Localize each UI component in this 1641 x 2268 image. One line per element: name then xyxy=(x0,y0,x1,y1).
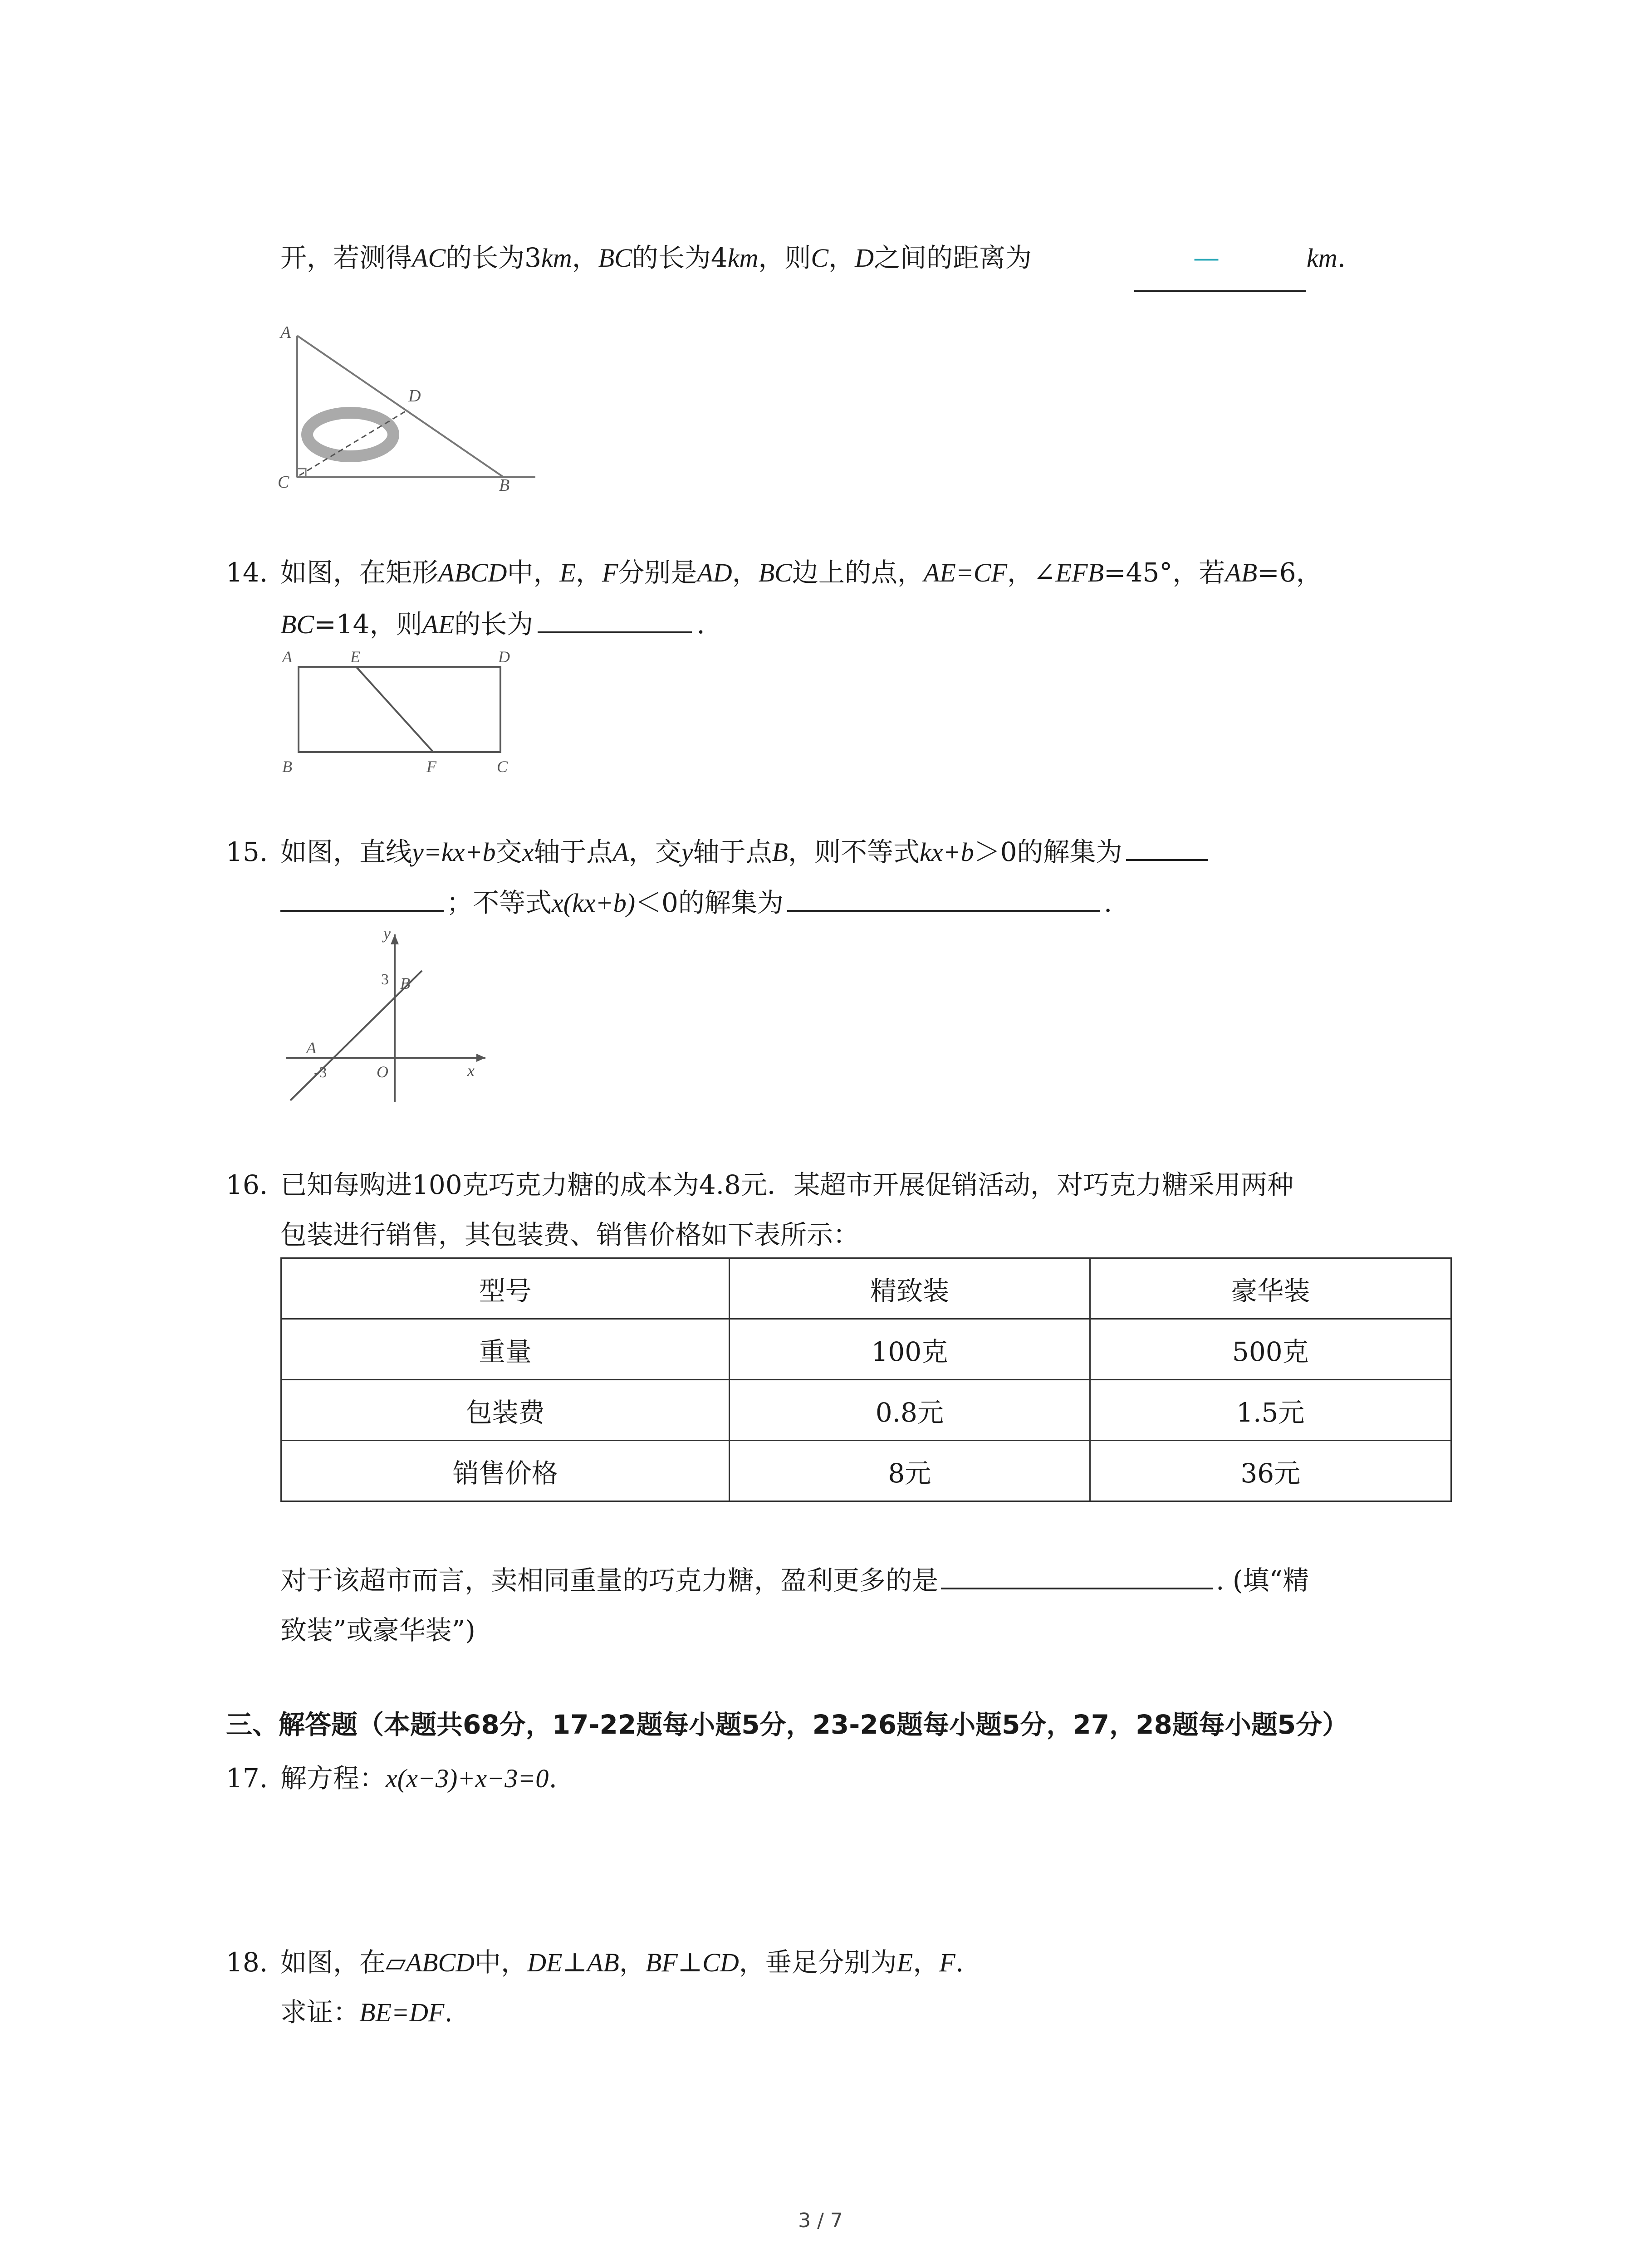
question-number: 18. xyxy=(226,1947,268,1978)
table-cell: 500克 xyxy=(1090,1319,1451,1380)
table-header-row xyxy=(281,1258,1451,1319)
lake-blob xyxy=(307,413,393,456)
label-C: C xyxy=(497,758,508,776)
label-D: D xyxy=(498,648,510,666)
text: 的长为4 xyxy=(632,242,728,273)
text: 解方程： xyxy=(280,1763,386,1794)
text: 中， xyxy=(475,1947,528,1978)
expr-BF-perp-CD: BF⊥CD xyxy=(645,1948,739,1977)
text: ，∠ xyxy=(1007,557,1056,588)
text: . xyxy=(1337,242,1346,273)
q15-answer-blank-1b[interactable] xyxy=(280,885,444,912)
label-A: A xyxy=(280,323,291,342)
text: 轴于点 xyxy=(693,836,772,867)
label-y: y xyxy=(383,924,391,943)
label-A: A xyxy=(306,1039,316,1057)
q13-dash xyxy=(1193,240,1220,276)
var-F: F xyxy=(602,558,618,587)
expr-goal: BE=DF xyxy=(359,1998,445,2027)
q16-answer-blank[interactable] xyxy=(941,1562,1213,1589)
text: 如图，在矩形 xyxy=(280,557,439,588)
question-number: 15. xyxy=(226,836,268,867)
q16-after-line1 xyxy=(280,1562,1309,1598)
var-ABCD: ABCD xyxy=(438,558,507,587)
text: 的长为 xyxy=(454,609,534,640)
text: 开，若测得 xyxy=(280,242,412,273)
segment-EF xyxy=(356,667,433,752)
page-number: 3 / 7 xyxy=(798,2209,843,2232)
text: ， xyxy=(732,557,759,588)
table-row xyxy=(281,1441,1451,1501)
text: ， xyxy=(828,242,855,273)
text: ，垂足分别为 xyxy=(739,1947,897,1978)
text: 包装进行销售，其包装费、销售价格如下表所示： xyxy=(280,1219,860,1250)
table-row xyxy=(281,1319,1451,1380)
var-E: E xyxy=(559,558,576,587)
table-cell: 1.5元 xyxy=(1090,1380,1451,1441)
table-cell: 包装费 xyxy=(281,1380,730,1441)
expr-equation: x(x−3)+x−3=0 xyxy=(386,1764,549,1793)
text: . xyxy=(549,1763,557,1794)
text: ， xyxy=(619,1947,646,1978)
q18-line2 xyxy=(280,1994,453,2031)
q15-answer-blank-1a[interactable] xyxy=(1126,834,1208,861)
var-B: B xyxy=(772,837,788,867)
text: 的长为3 xyxy=(446,242,542,273)
question-number: 17. xyxy=(226,1763,268,1794)
expr-DE-perp-AB: DE⊥AB xyxy=(527,1948,619,1977)
q17-line xyxy=(226,1760,557,1797)
right-angle-mark xyxy=(297,469,306,477)
table-cell: 销售价格 xyxy=(281,1441,730,1501)
expr-ineq1: kx+b xyxy=(919,837,974,867)
y-axis-arrow-icon xyxy=(391,934,399,944)
table-cell: 重量 xyxy=(281,1319,730,1380)
text: 对于该超市而言，卖相同重量的巧克力糖，盈利更多的是 xyxy=(280,1565,939,1596)
q16-after-line2 xyxy=(280,1612,475,1648)
text: ， xyxy=(575,557,602,588)
label-neg3: -3 xyxy=(314,1064,327,1081)
unit-km: km xyxy=(1307,243,1337,273)
table-cell: 36元 xyxy=(1090,1441,1451,1501)
var-ABCD: ABCD xyxy=(406,1948,475,1977)
q16-line1 xyxy=(226,1167,1293,1203)
text: 交 xyxy=(495,836,522,867)
table-cell: 豪华装 xyxy=(1090,1258,1451,1319)
var-D: D xyxy=(855,243,874,273)
table-cell: 100克 xyxy=(730,1319,1090,1380)
var-E: E xyxy=(896,1948,913,1977)
q15-answer-blank-2[interactable] xyxy=(787,885,1100,912)
text: . xyxy=(444,1997,453,2028)
text: ，则不等式 xyxy=(788,836,920,867)
q13-unit xyxy=(1307,240,1346,276)
unit-km: km xyxy=(541,243,572,273)
text: ， xyxy=(913,1947,940,1978)
question-number: 14. xyxy=(226,557,268,588)
var-A: A xyxy=(612,837,629,867)
label-B: B xyxy=(400,974,410,992)
label-A: A xyxy=(282,648,292,666)
text: . xyxy=(955,1947,964,1978)
q13-line xyxy=(280,240,1032,276)
var-C: C xyxy=(811,243,829,273)
q14-answer-blank[interactable] xyxy=(538,606,692,633)
expr-AE-CF: AE=CF xyxy=(923,558,1007,587)
expr-line: y=kx+b xyxy=(412,837,496,867)
text: 求证： xyxy=(280,1997,360,2028)
q15-line2 xyxy=(280,885,1112,921)
answer-dash: — xyxy=(1193,242,1220,273)
var-AD: AD xyxy=(697,558,732,587)
q13-answer-blank[interactable] xyxy=(1134,290,1306,292)
text: 如图，在▱ xyxy=(280,1947,406,1978)
q14-line2 xyxy=(280,606,705,643)
figure-q14 xyxy=(272,644,526,780)
text: 如图，直线 xyxy=(280,836,412,867)
text: ；不等式 xyxy=(446,887,552,918)
package-table xyxy=(280,1257,1452,1502)
text: 中， xyxy=(507,557,560,588)
q18-line1 xyxy=(226,1944,964,1981)
label-x: x xyxy=(467,1061,475,1080)
text: ＜0的解集为 xyxy=(635,887,784,918)
text: ，则 xyxy=(758,242,811,273)
label-B: B xyxy=(282,758,292,776)
text: =14，则 xyxy=(314,609,422,640)
label-B: B xyxy=(499,476,510,495)
q16-line2 xyxy=(280,1217,859,1253)
label-3: 3 xyxy=(381,971,389,988)
text: 轴于点 xyxy=(534,836,613,867)
var-EFB: EFB xyxy=(1055,558,1104,587)
figure-q15 xyxy=(272,921,508,1111)
var-BC: BC xyxy=(598,243,632,273)
rectangle-ABCD xyxy=(299,667,500,752)
table-row xyxy=(281,1380,1451,1441)
label-O: O xyxy=(377,1063,388,1081)
text: 分别是 xyxy=(618,557,697,588)
var-AE: AE xyxy=(422,610,455,639)
text: ，交 xyxy=(628,836,681,867)
x-axis-arrow-icon xyxy=(476,1054,485,1062)
table-cell: 型号 xyxy=(281,1258,730,1319)
text: ＞0的解集为 xyxy=(974,836,1122,867)
q15-line1 xyxy=(226,834,1208,870)
text: . xyxy=(696,609,705,640)
var-AB: AB xyxy=(1225,558,1258,587)
text: 之间的距离为 xyxy=(873,242,1032,273)
expr-ineq2: x(kx+b) xyxy=(552,888,636,918)
unit-km: km xyxy=(727,243,759,273)
var-BC: BC xyxy=(758,558,792,587)
label-D: D xyxy=(408,386,421,406)
text: 致装”或豪华装”) xyxy=(280,1615,475,1646)
label-F: F xyxy=(426,758,436,776)
question-number: 16. xyxy=(226,1169,268,1200)
var-y: y xyxy=(681,837,693,867)
text: 已知每购进100克巧克力糖的成本为4.8元．某超市开展促销活动，对巧克力糖采用两种 xyxy=(280,1169,1293,1200)
text: =45°，若 xyxy=(1103,557,1225,588)
text: =6， xyxy=(1257,557,1323,588)
var-x: x xyxy=(522,837,534,867)
label-C: C xyxy=(278,473,289,492)
q14-line1 xyxy=(226,554,1323,591)
table-cell: 8元 xyxy=(730,1441,1090,1501)
var-AC: AC xyxy=(412,243,446,273)
figure-q13 xyxy=(272,318,554,499)
table-cell: 精致装 xyxy=(730,1258,1090,1319)
label-E: E xyxy=(350,648,360,666)
text: . (填“精 xyxy=(1216,1565,1309,1596)
text: . xyxy=(1103,887,1112,918)
text: 边上的点， xyxy=(792,557,924,588)
var-F: F xyxy=(939,1948,955,1977)
section-title-3: 三、解答题（本题共68分，17-22题每小题5分，23-26题每小题5分，27，28题每小题5分） xyxy=(226,1709,1349,1740)
table-cell: 0.8元 xyxy=(730,1380,1090,1441)
var-BC: BC xyxy=(280,610,314,639)
text: ， xyxy=(572,242,598,273)
